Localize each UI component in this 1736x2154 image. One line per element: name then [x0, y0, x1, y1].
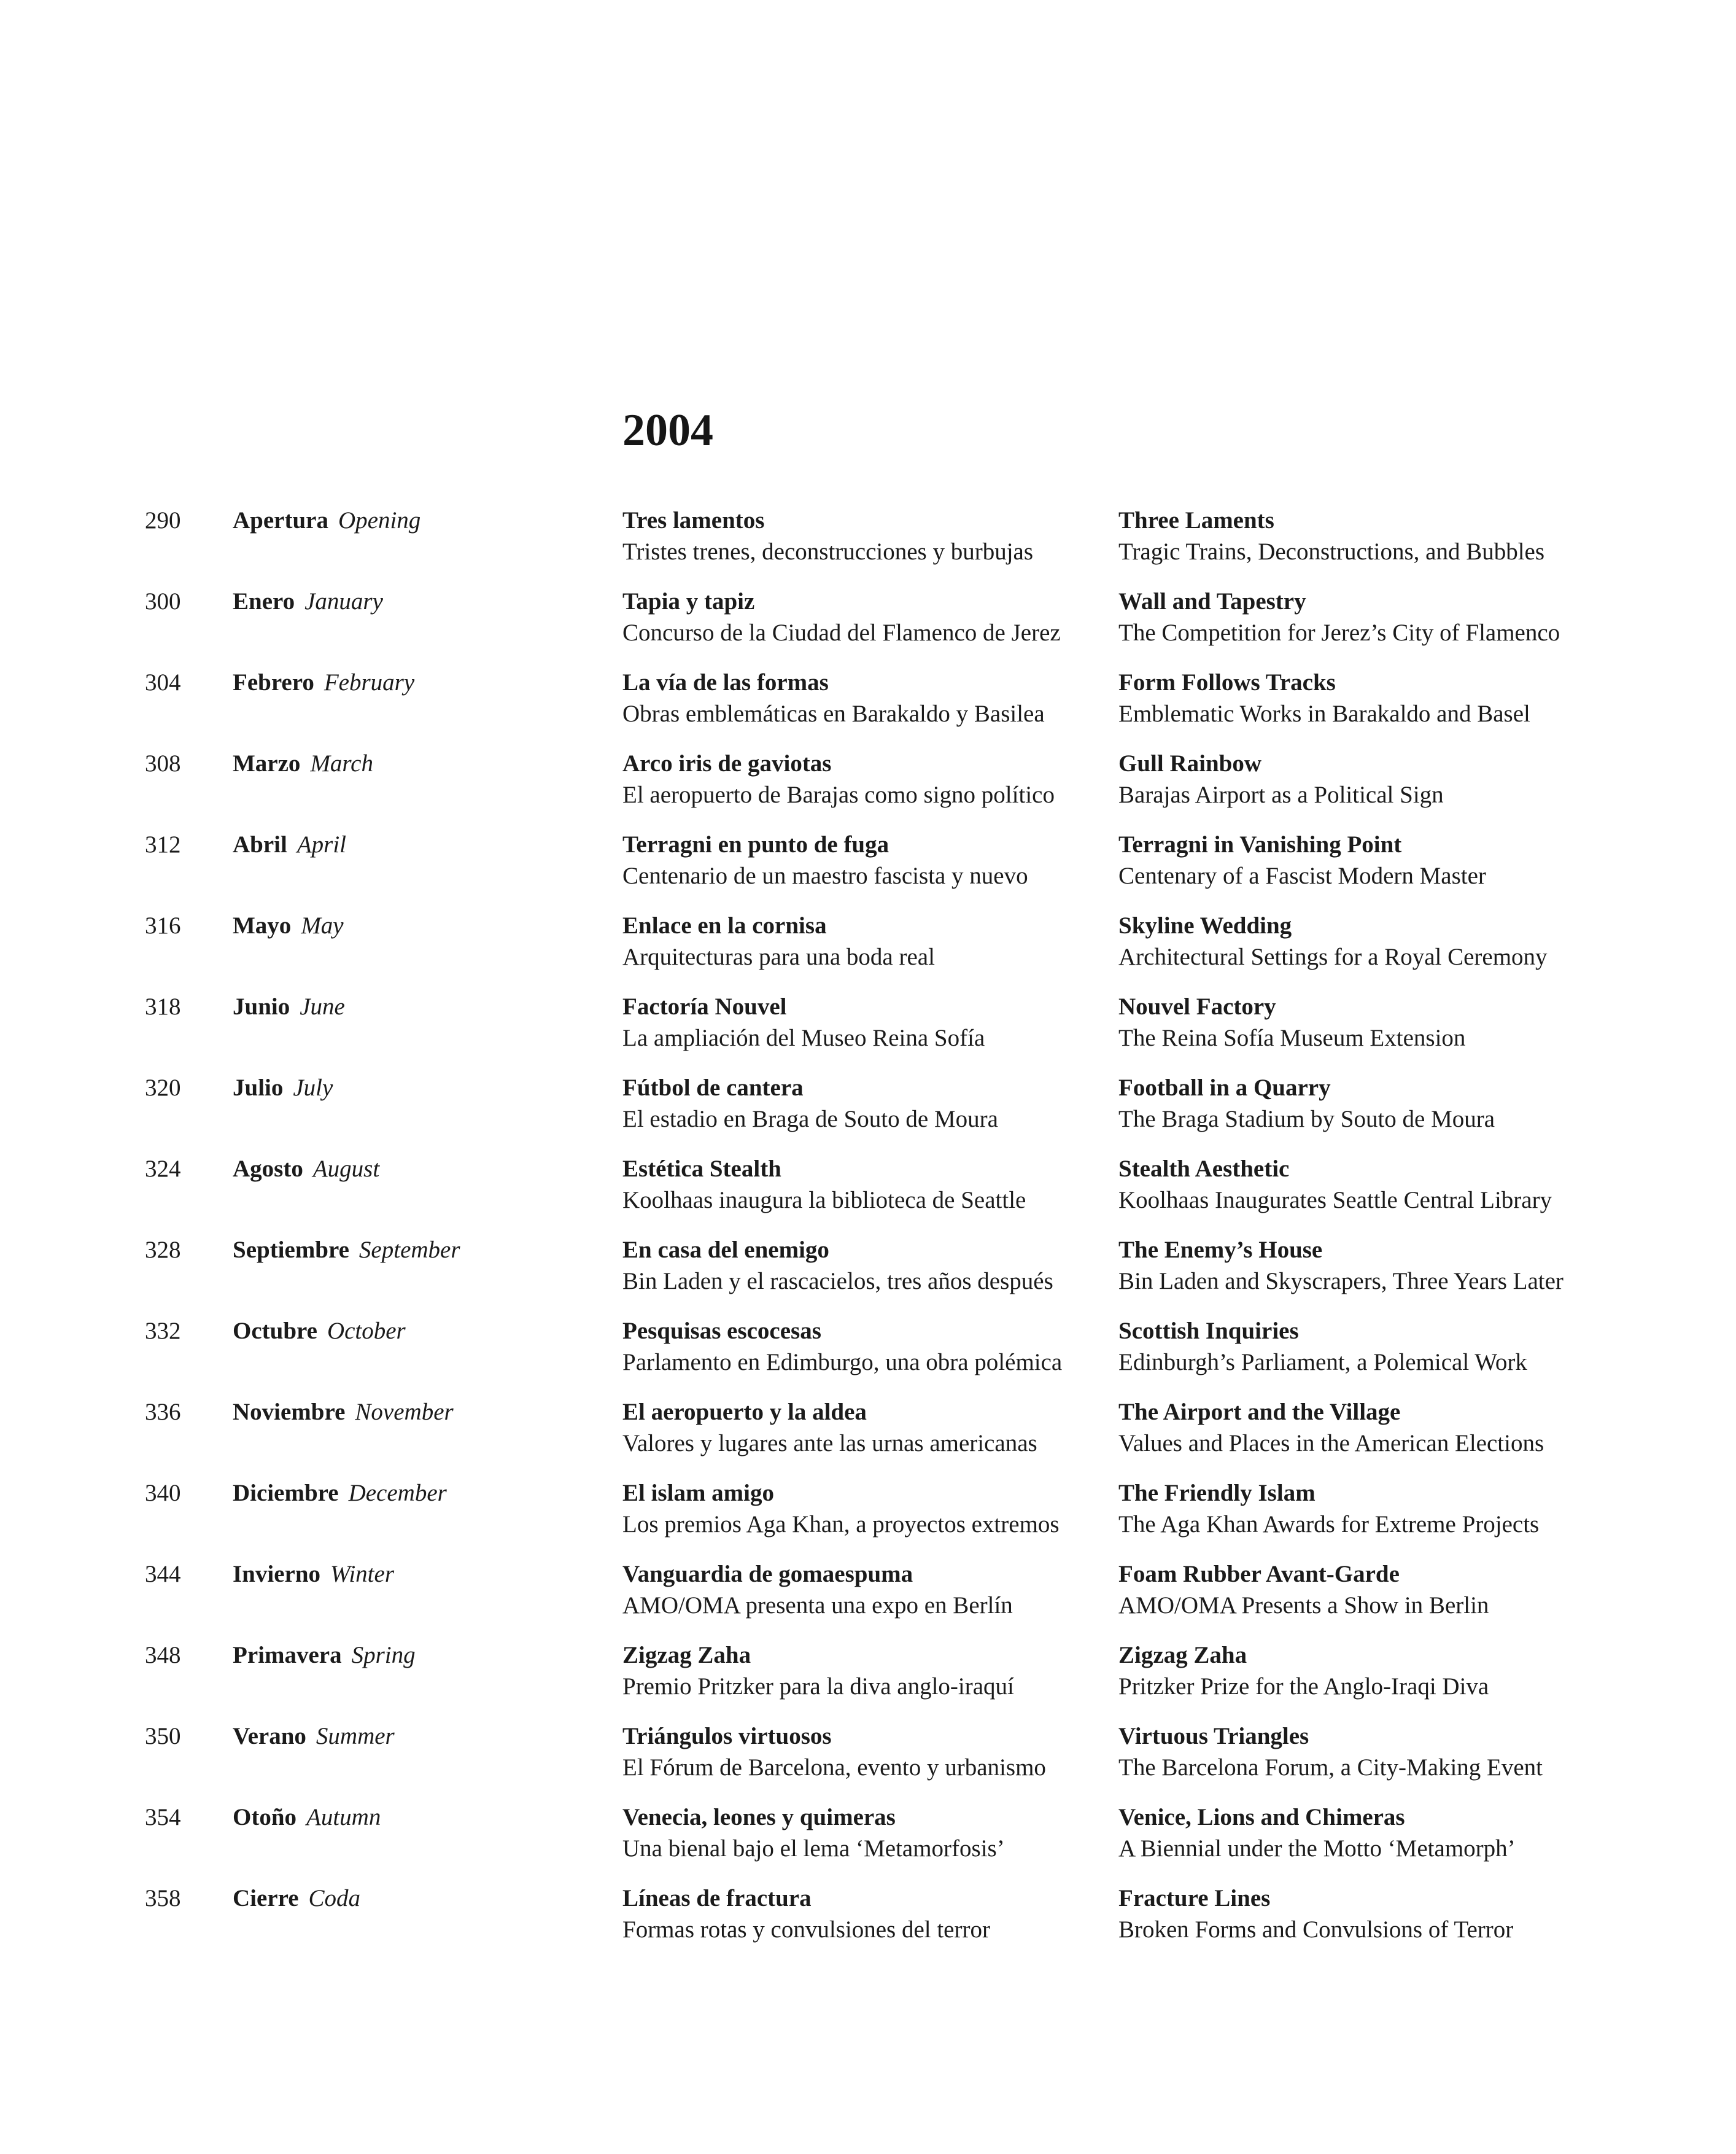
entry-english-block [1118, 748, 1564, 811]
entry-spanish-block [622, 1153, 1118, 1216]
year-title: 2004 [622, 405, 713, 456]
entry-english-block [1118, 1720, 1564, 1783]
entry-subtitle-spanish: Obras emblemáticas en Barakaldo y Basilea [622, 701, 1045, 727]
entry-spanish-block [622, 667, 1118, 729]
entry-title-spanish: Enlace en la cornisa [622, 912, 827, 939]
entry-month-spanish: Diciembre [233, 1480, 339, 1506]
entry-subtitle-spanish: Valores y lugares ante las urnas americanas [622, 1430, 1037, 1456]
entry-page-number: 358 [145, 1885, 181, 1911]
entry-subtitle-spanish: Bin Laden y el rascacielos, tres años después [622, 1268, 1053, 1294]
entry-month-spanish: Enero [233, 588, 295, 615]
entry-month-spanish: Septiembre [233, 1237, 349, 1263]
entry-page-number: 304 [145, 669, 181, 696]
entry-month-spanish: Febrero [233, 669, 314, 696]
entry-english-block [1118, 1802, 1564, 1864]
entry-subtitle-english: Bin Laden and Skyscrapers, Three Years Later [1118, 1268, 1564, 1294]
entry-subtitle-spanish: Parlamento en Edimburgo, una obra polémica [622, 1349, 1063, 1375]
entry-title-spanish: El aeropuerto y la aldea [622, 1399, 867, 1425]
entry-month-spanish: Junio [233, 993, 290, 1020]
entry-subtitle-english: Koolhaas Inaugurates Seattle Central Library [1118, 1187, 1552, 1213]
entry-page-number: 290 [145, 507, 181, 534]
entry-page-number: 350 [145, 1723, 181, 1749]
entry-subtitle-english: A Biennial under the Motto ‘Metamorph’ [1118, 1835, 1516, 1862]
entry-title-spanish: Tres lamentos [622, 507, 765, 534]
entry-month-english: April [296, 831, 347, 858]
entry-english-block [1118, 910, 1564, 973]
entry-title-english: Stealth Aesthetic [1118, 1156, 1290, 1182]
entry-month [233, 1883, 622, 1914]
entry-title-spanish: Vanguardia de gomaespuma [622, 1561, 913, 1587]
entry-subtitle-spanish: Los premios Aga Khan, a proyectos extremos [622, 1511, 1060, 1538]
entry-month-english: Spring [351, 1642, 416, 1668]
toc-entry [145, 1153, 1564, 1216]
entry-english-block [1118, 586, 1564, 648]
entry-month-english: December [348, 1480, 447, 1506]
entry-subtitle-spanish: Una bienal bajo el lema ‘Metamorfosis’ [622, 1835, 1005, 1862]
entry-title-english: Gull Rainbow [1118, 750, 1261, 777]
entry-month-spanish: Otoño [233, 1804, 297, 1830]
entry-english-block [1118, 1477, 1564, 1540]
entry-title-spanish: Arco iris de gaviotas [622, 750, 832, 777]
entry-spanish-block [622, 1315, 1118, 1378]
toc-entry [145, 586, 1564, 648]
entry-english-block [1118, 1315, 1564, 1378]
entry-subtitle-english: The Competition for Jerez’s City of Flamenco [1118, 620, 1560, 646]
entry-page-number: 354 [145, 1804, 181, 1830]
entry-spanish-block [622, 1883, 1118, 1945]
entry-spanish-block [622, 1639, 1118, 1702]
entry-subtitle-english: Emblematic Works in Barakaldo and Basel [1118, 701, 1530, 727]
entry-month-spanish: Noviembre [233, 1399, 346, 1425]
entry-page-number: 324 [145, 1156, 181, 1182]
entry-subtitle-spanish: Koolhaas inaugura la biblioteca de Seattle [622, 1187, 1026, 1213]
entry-month-english: November [355, 1399, 454, 1425]
entry-english-block [1118, 1558, 1564, 1621]
entry-month-spanish: Abril [233, 831, 287, 858]
toc-entry [145, 1234, 1564, 1297]
entry-subtitle-english: Centenary of a Fascist Modern Master [1118, 863, 1486, 889]
entry-english-block [1118, 991, 1564, 1054]
entry-month [233, 1639, 622, 1671]
toc-entry [145, 667, 1564, 729]
toc-entry [145, 1883, 1564, 1945]
entry-month [233, 748, 622, 779]
entry-english-block [1118, 1639, 1564, 1702]
entry-title-spanish: Factoría Nouvel [622, 993, 787, 1020]
entry-month [233, 1396, 622, 1428]
entry-title-spanish: Fútbol de cantera [622, 1075, 804, 1101]
entry-subtitle-english: The Aga Khan Awards for Extreme Projects [1118, 1511, 1540, 1538]
toc-entry [145, 1558, 1564, 1621]
entry-title-english: Terragni in Vanishing Point [1118, 831, 1402, 858]
entry-spanish-block [622, 1396, 1118, 1459]
toc-entry [145, 1315, 1564, 1378]
entry-subtitle-english: The Reina Sofía Museum Extension [1118, 1025, 1466, 1051]
entry-page-number: 312 [145, 831, 181, 858]
entry-month-spanish: Marzo [233, 750, 301, 777]
toc-entry [145, 991, 1564, 1054]
entry-page-number: 336 [145, 1399, 181, 1425]
entry-page-number: 300 [145, 588, 181, 615]
entry-english-block [1118, 1072, 1564, 1135]
entry-subtitle-spanish: Formas rotas y convulsiones del terror [622, 1916, 990, 1943]
toc-entry [145, 505, 1564, 567]
entry-month [233, 1720, 622, 1752]
entry-english-block [1118, 505, 1564, 567]
entry-subtitle-english: AMO/OMA Presents a Show in Berlin [1118, 1592, 1489, 1619]
entry-subtitle-spanish: Concurso de la Ciudad del Flamenco de Jerez [622, 620, 1061, 646]
entry-month-english: Autumn [306, 1804, 381, 1830]
entry-month-english: January [304, 588, 383, 615]
entry-spanish-block [622, 991, 1118, 1054]
toc-entry [145, 1396, 1564, 1459]
entry-spanish-block [622, 1234, 1118, 1297]
entry-month [233, 1477, 622, 1509]
entry-month [233, 586, 622, 617]
entry-subtitle-spanish: AMO/OMA presenta una expo en Berlín [622, 1592, 1013, 1619]
entry-subtitle-spanish: El aeropuerto de Barajas como signo político [622, 782, 1055, 808]
entry-subtitle-english: Tragic Trains, Deconstructions, and Bubbles [1118, 538, 1545, 565]
entry-month-english: February [324, 669, 415, 696]
entry-title-english: The Enemy’s House [1118, 1237, 1323, 1263]
entry-title-spanish: Triángulos virtuosos [622, 1723, 832, 1749]
entry-month [233, 1153, 622, 1184]
entry-title-spanish: En casa del enemigo [622, 1237, 829, 1263]
entry-subtitle-english: The Barcelona Forum, a City-Making Event [1118, 1754, 1543, 1781]
entry-subtitle-english: Edinburgh’s Parliament, a Polemical Work [1118, 1349, 1527, 1375]
entry-title-english: Football in a Quarry [1118, 1075, 1331, 1101]
entry-month [233, 991, 622, 1022]
entry-month [233, 1802, 622, 1833]
toc-entry [145, 748, 1564, 811]
entry-spanish-block [622, 586, 1118, 648]
entry-month-spanish: Julio [233, 1075, 284, 1101]
entry-page-number: 348 [145, 1642, 181, 1668]
entry-english-block [1118, 829, 1564, 892]
entry-month-spanish: Mayo [233, 912, 292, 939]
entry-title-english: The Airport and the Village [1118, 1399, 1401, 1425]
entry-subtitle-spanish: La ampliación del Museo Reina Sofía [622, 1025, 985, 1051]
entry-spanish-block [622, 1720, 1118, 1783]
entry-month-english: August [312, 1156, 380, 1182]
entry-title-english: Three Laments [1118, 507, 1274, 534]
entry-title-spanish: Líneas de fractura [622, 1885, 812, 1911]
entry-title-spanish: Tapia y tapiz [622, 588, 755, 615]
entry-spanish-block [622, 1477, 1118, 1540]
entry-title-english: Zigzag Zaha [1118, 1642, 1247, 1668]
entry-title-english: Fracture Lines [1118, 1885, 1271, 1911]
entry-spanish-block [622, 1802, 1118, 1864]
entry-title-english: The Friendly Islam [1118, 1480, 1316, 1506]
entry-month [233, 829, 622, 860]
entry-title-english: Scottish Inquiries [1118, 1318, 1299, 1344]
entry-page-number: 344 [145, 1561, 181, 1587]
entry-title-english: Venice, Lions and Chimeras [1118, 1804, 1405, 1830]
entry-month-english: October [327, 1318, 406, 1344]
entry-spanish-block [622, 829, 1118, 892]
entry-subtitle-english: The Braga Stadium by Souto de Moura [1118, 1106, 1495, 1132]
entry-month [233, 667, 622, 698]
entry-title-spanish: Zigzag Zaha [622, 1642, 751, 1668]
entry-title-spanish: El islam amigo [622, 1480, 775, 1506]
entry-month-spanish: Cierre [233, 1885, 299, 1911]
entry-title-english: Wall and Tapestry [1118, 588, 1306, 615]
entry-subtitle-spanish: Arquitecturas para una boda real [622, 944, 935, 970]
entry-english-block [1118, 1153, 1564, 1216]
entry-subtitle-english: Values and Places in the American Elections [1118, 1430, 1544, 1456]
entry-title-english: Foam Rubber Avant-Garde [1118, 1561, 1400, 1587]
entry-subtitle-spanish: El estadio en Braga de Souto de Moura [622, 1106, 998, 1132]
entry-spanish-block [622, 1072, 1118, 1135]
entry-subtitle-english: Broken Forms and Convulsions of Terror [1118, 1916, 1514, 1943]
entry-month [233, 910, 622, 941]
entry-title-spanish: Estética Stealth [622, 1156, 781, 1182]
entry-english-block [1118, 1234, 1564, 1297]
entry-month-spanish: Verano [233, 1723, 306, 1749]
entry-english-block [1118, 667, 1564, 729]
entry-page-number: 308 [145, 750, 181, 777]
entry-month-english: July [293, 1075, 333, 1101]
entry-page-number: 340 [145, 1480, 181, 1506]
entry-month [233, 505, 622, 536]
toc-entry [145, 1720, 1564, 1783]
entry-month [233, 1234, 622, 1266]
entry-month-spanish: Primavera [233, 1642, 342, 1668]
entry-title-english: Nouvel Factory [1118, 993, 1276, 1020]
entry-month-english: May [301, 912, 344, 939]
entry-spanish-block [622, 1558, 1118, 1621]
toc-entries [145, 505, 1564, 1945]
entry-month [233, 1558, 622, 1590]
entry-subtitle-spanish: El Fórum de Barcelona, evento y urbanismo [622, 1754, 1046, 1781]
entry-subtitle-spanish: Premio Pritzker para la diva anglo-iraquí [622, 1673, 1014, 1700]
entry-subtitle-english: Pritzker Prize for the Anglo-Iraqi Diva [1118, 1673, 1489, 1700]
entry-spanish-block [622, 910, 1118, 973]
entry-title-english: Virtuous Triangles [1118, 1723, 1309, 1749]
entry-month-english: Winter [330, 1561, 395, 1587]
toc-entry [145, 1802, 1564, 1864]
entry-month [233, 1072, 622, 1103]
entry-title-spanish: Pesquisas escocesas [622, 1318, 821, 1344]
entry-english-block [1118, 1883, 1564, 1945]
entry-spanish-block [622, 505, 1118, 567]
entry-page-number: 328 [145, 1237, 181, 1263]
entry-month-english: Opening [338, 507, 421, 534]
entry-subtitle-english: Architectural Settings for a Royal Ceremony [1118, 944, 1548, 970]
toc-entry [145, 910, 1564, 973]
entry-subtitle-spanish: Tristes trenes, deconstrucciones y burbujas [622, 538, 1034, 565]
entry-page-number: 318 [145, 993, 181, 1020]
entry-title-english: Form Follows Tracks [1118, 669, 1336, 696]
entry-subtitle-spanish: Centenario de un maestro fascista y nuevo [622, 863, 1028, 889]
entry-title-english: Skyline Wedding [1118, 912, 1292, 939]
entry-subtitle-english: Barajas Airport as a Political Sign [1118, 782, 1444, 808]
entry-month-spanish: Invierno [233, 1561, 321, 1587]
entry-english-block [1118, 1396, 1564, 1459]
entry-month-english: March [310, 750, 373, 777]
toc-entry [145, 1072, 1564, 1135]
entry-month-english: June [300, 993, 345, 1020]
toc-entry [145, 829, 1564, 892]
entry-month-english: Coda [308, 1885, 361, 1911]
entry-page-number: 332 [145, 1318, 181, 1344]
entry-month [233, 1315, 622, 1347]
entry-title-spanish: Terragni en punto de fuga [622, 831, 889, 858]
toc-entry [145, 1639, 1564, 1702]
entry-month-spanish: Octubre [233, 1318, 317, 1344]
entry-month-spanish: Apertura [233, 507, 328, 534]
toc-entry [145, 1477, 1564, 1540]
entry-month-english: Summer [316, 1723, 395, 1749]
entry-title-spanish: La vía de las formas [622, 669, 829, 696]
entry-month-english: September [358, 1237, 460, 1263]
entry-spanish-block [622, 748, 1118, 811]
entry-month-spanish: Agosto [233, 1156, 303, 1182]
entry-page-number: 316 [145, 912, 181, 939]
entry-page-number: 320 [145, 1075, 181, 1101]
entry-title-spanish: Venecia, leones y quimeras [622, 1804, 896, 1830]
